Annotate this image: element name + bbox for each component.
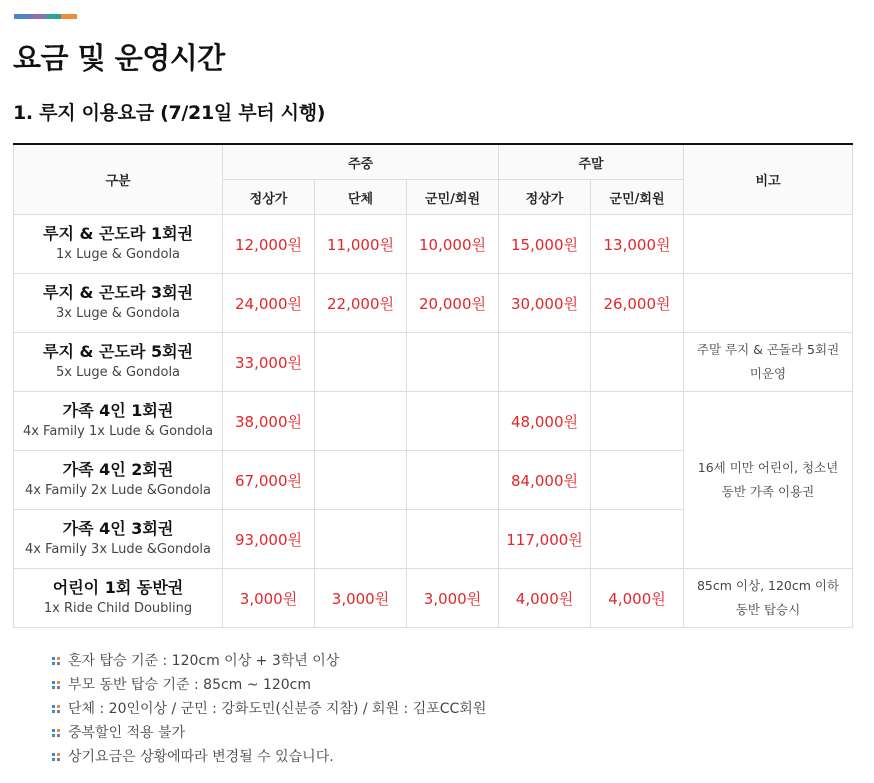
ticket-subtitle: 1x Ride Child Doubling: [43, 601, 193, 616]
title-accent-bar: [14, 14, 77, 19]
ticket-name: 가족 4인 1회권: [62, 401, 174, 420]
note-text: 상기요금은 상황에따라 변경될 수 있습니다.: [68, 749, 334, 765]
ticket-subtitle: 4x Family 3x Lude &Gondola: [25, 542, 211, 557]
price-cell: [407, 392, 499, 451]
list-item: [52, 697, 486, 721]
price-cell: 4,000원: [591, 569, 684, 628]
remark-cell: [684, 274, 853, 333]
price-cell: [315, 333, 407, 392]
price-cell: [591, 510, 684, 569]
ticket-cell: [14, 451, 223, 510]
price-cell: [315, 451, 407, 510]
ticket-cell: [14, 215, 223, 274]
table-row: [14, 569, 853, 628]
price-cell: 11,000원: [315, 215, 407, 274]
list-item: [52, 721, 486, 745]
price-cell: 30,000원: [499, 274, 591, 333]
price-cell: 117,000원: [499, 510, 591, 569]
ticket-subtitle: 4x Family 1x Lude & Gondola: [22, 424, 214, 439]
bullet-icon: [52, 657, 60, 665]
price-cell: 67,000원: [223, 451, 315, 510]
price-cell: 33,000원: [223, 333, 315, 392]
price-cell: 26,000원: [591, 274, 684, 333]
price-cell: 20,000원: [407, 274, 499, 333]
list-item: [52, 673, 486, 697]
header-weekday-regular: 정상가: [223, 180, 315, 215]
price-cell: 10,000원: [407, 215, 499, 274]
ticket-name: 루지 & 곤도라 1회권: [43, 224, 193, 243]
price-cell: 3,000원: [223, 569, 315, 628]
list-item: [52, 745, 486, 769]
table-row: [14, 333, 853, 392]
fee-table: [13, 143, 853, 628]
price-cell: 15,000원: [499, 215, 591, 274]
ticket-name: 루지 & 곤도라 5회권: [43, 342, 193, 361]
ticket-name: 가족 4인 2회권: [62, 460, 174, 479]
price-cell: [407, 451, 499, 510]
ticket-subtitle: 3x Luge & Gondola: [55, 306, 181, 321]
accent-segment: [30, 14, 46, 19]
price-cell: 13,000원: [591, 215, 684, 274]
price-cell: [315, 392, 407, 451]
price-cell: 12,000원: [223, 215, 315, 274]
header-category: 구분: [14, 144, 223, 215]
price-cell: 48,000원: [499, 392, 591, 451]
ticket-name: 루지 & 곤도라 3회권: [43, 283, 193, 302]
remark-line: 동반 탑승시: [735, 602, 801, 617]
price-cell: [591, 392, 684, 451]
price-cell: [591, 451, 684, 510]
ticket-name: 어린이 1회 동반권: [52, 578, 184, 597]
ticket-cell: [14, 333, 223, 392]
price-cell: 93,000원: [223, 510, 315, 569]
ticket-cell: [14, 569, 223, 628]
note-text: 혼자 탑승 기준 : 120cm 이상 + 3학년 이상: [68, 653, 340, 669]
header-remarks: 비고: [684, 144, 853, 215]
price-cell: 4,000원: [499, 569, 591, 628]
price-cell: 3,000원: [315, 569, 407, 628]
ticket-subtitle: 5x Luge & Gondola: [55, 365, 181, 380]
remark-cell: [684, 215, 853, 274]
price-cell: [591, 333, 684, 392]
bullet-icon: [52, 729, 60, 737]
price-cell: [407, 510, 499, 569]
price-cell: [315, 510, 407, 569]
header-weekend: 주말: [499, 144, 684, 180]
remark-line: 주말 루지 & 곤돌라 5회권: [696, 342, 840, 357]
header-weekday-group: 단체: [315, 180, 407, 215]
price-cell: [407, 333, 499, 392]
table-row: [14, 392, 853, 451]
bullet-icon: [52, 681, 60, 689]
remark-line: 16세 미만 어린이, 청소년: [697, 460, 839, 475]
header-weekday: 주중: [223, 144, 499, 180]
ticket-cell: [14, 510, 223, 569]
ticket-subtitle: 4x Family 2x Lude &Gondola: [25, 483, 211, 498]
ticket-subtitle: 1x Luge & Gondola: [55, 247, 181, 262]
page-title: 요금 및 운영시간: [13, 41, 225, 75]
notes-list: [52, 649, 486, 769]
accent-segment: [46, 14, 62, 19]
note-text: 단체 : 20인이상 / 군민 : 강화도민(신분증 지참) / 회원 : 김포CC회원: [68, 701, 487, 717]
bullet-icon: [52, 705, 60, 713]
price-cell: [499, 333, 591, 392]
remark-cell: [684, 392, 853, 569]
remark-line: 85cm 이상, 120cm 이하: [696, 578, 840, 593]
price-cell: 84,000원: [499, 451, 591, 510]
ticket-cell: [14, 392, 223, 451]
ticket-name: 가족 4인 3회권: [62, 519, 174, 538]
price-cell: 22,000원: [315, 274, 407, 333]
table-row: [14, 274, 853, 333]
list-item: [52, 649, 486, 673]
remark-cell: [684, 569, 853, 628]
section-title: 1. 루지 이용요금 (7/21일 부터 시행): [13, 102, 326, 124]
header-weekend-regular: 정상가: [499, 180, 591, 215]
accent-segment: [61, 14, 77, 19]
note-text: 중복할인 적용 불가: [68, 725, 186, 741]
remark-line: 미운영: [749, 366, 787, 381]
ticket-cell: [14, 274, 223, 333]
price-cell: 3,000원: [407, 569, 499, 628]
note-text: 부모 동반 탑승 기준 : 85cm ~ 120cm: [68, 677, 311, 693]
header-weekend-member: 군민/회원: [591, 180, 684, 215]
bullet-icon: [52, 753, 60, 761]
header-weekday-member: 군민/회원: [407, 180, 499, 215]
table-row: [14, 215, 853, 274]
price-cell: 24,000원: [223, 274, 315, 333]
accent-segment: [14, 14, 30, 19]
price-cell: 38,000원: [223, 392, 315, 451]
remark-cell: [684, 333, 853, 392]
remark-line: 동반 가족 이용권: [721, 484, 815, 499]
